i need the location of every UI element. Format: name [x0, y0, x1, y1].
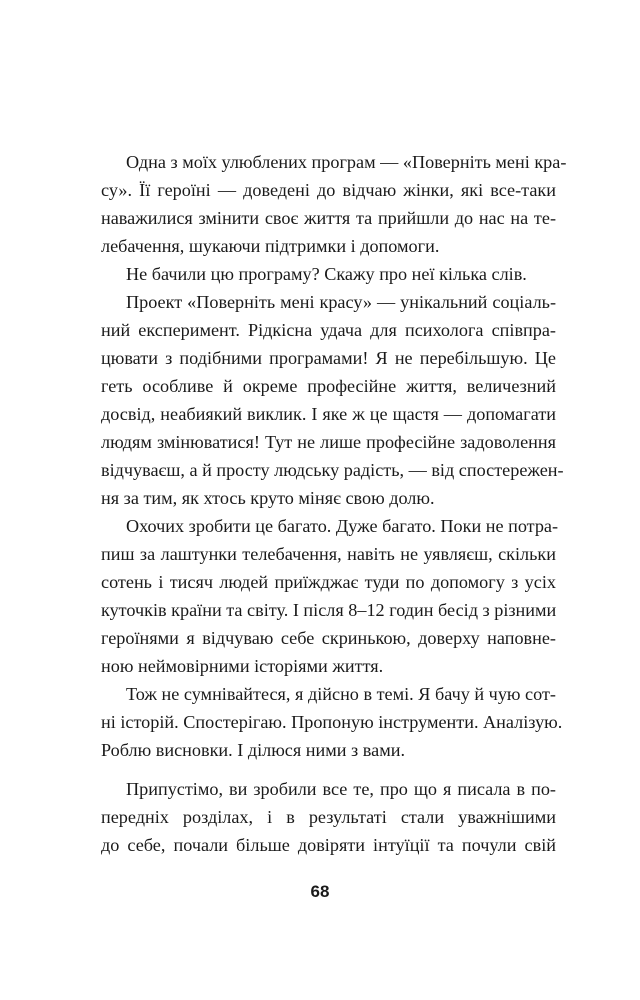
text-line: героїнями я відчуваю себе скринькою, доверху наповне- [101, 628, 556, 648]
text-line: Охочих зробити це багато. Дуже багато. Поки не потра- [126, 516, 559, 536]
text-line: лебачення, шукаючи підтримки і допомоги. [101, 236, 440, 256]
text-line: людям змінюватися! Тут не лише професійне задоволення [101, 432, 556, 452]
text-line: ною неймовірними історіями життя. [101, 656, 384, 676]
text-line: Не бачили цю програму? Скажу про неї кілька слів. [126, 264, 527, 284]
text-line: Припустімо, ви зробили все те, про що я писала в по- [126, 779, 556, 799]
text-line: Тож не сумнівайтеся, я дійсно в темі. Я бачу й чую сот- [126, 684, 556, 704]
text-line: ні історій. Спостерігаю. Пропоную інструменти. Аналізую. [101, 712, 563, 732]
text-line: куточків країни та світу. І після 8–12 годин бесід з різними [101, 600, 557, 620]
text-line: сотень і тисяч людей приїжджає туди по допомогу з усіх [101, 572, 556, 592]
page-number: 68 [310, 882, 330, 901]
text-line: ня за тим, як хтось круто міняє свою долю. [101, 488, 435, 508]
text-line: до себе, почали більше довіряти інтуїції та почули свій [101, 835, 556, 855]
text-line: передніх розділах, і в результаті стали уважнішими [101, 807, 556, 827]
text-line: геть особливе й окреме професійне життя, величезний [101, 376, 556, 396]
text-line: ний експеримент. Рідкісна удача для психолога співпра- [101, 320, 556, 340]
text-line: пиш за лаштунки телебачення, навіть не уявляєш, скільки [101, 544, 556, 564]
text-line: наважилися змінити своє життя та прийшли до нас на те- [101, 208, 556, 228]
text-line: цювати з подібними програмами! Я не перебільшую. Це [101, 348, 556, 368]
text-line: Роблю висновки. І ділюся ними з вами. [101, 740, 405, 760]
text-line: су». Її героїні — доведені до відчаю жінки, які все-таки [101, 180, 556, 200]
text-line: відчуваєш, а й просту людську радість, — від спостережен- [101, 460, 564, 480]
text-line: Проект «Поверніть мені красу» — унікальний соціаль- [126, 292, 556, 312]
text-line: Одна з моїх улюблених програм — «Поверніть мені кра- [126, 152, 567, 172]
text-line: досвід, неабиякий виклик. І яке ж це щастя — допомагати [101, 404, 556, 424]
